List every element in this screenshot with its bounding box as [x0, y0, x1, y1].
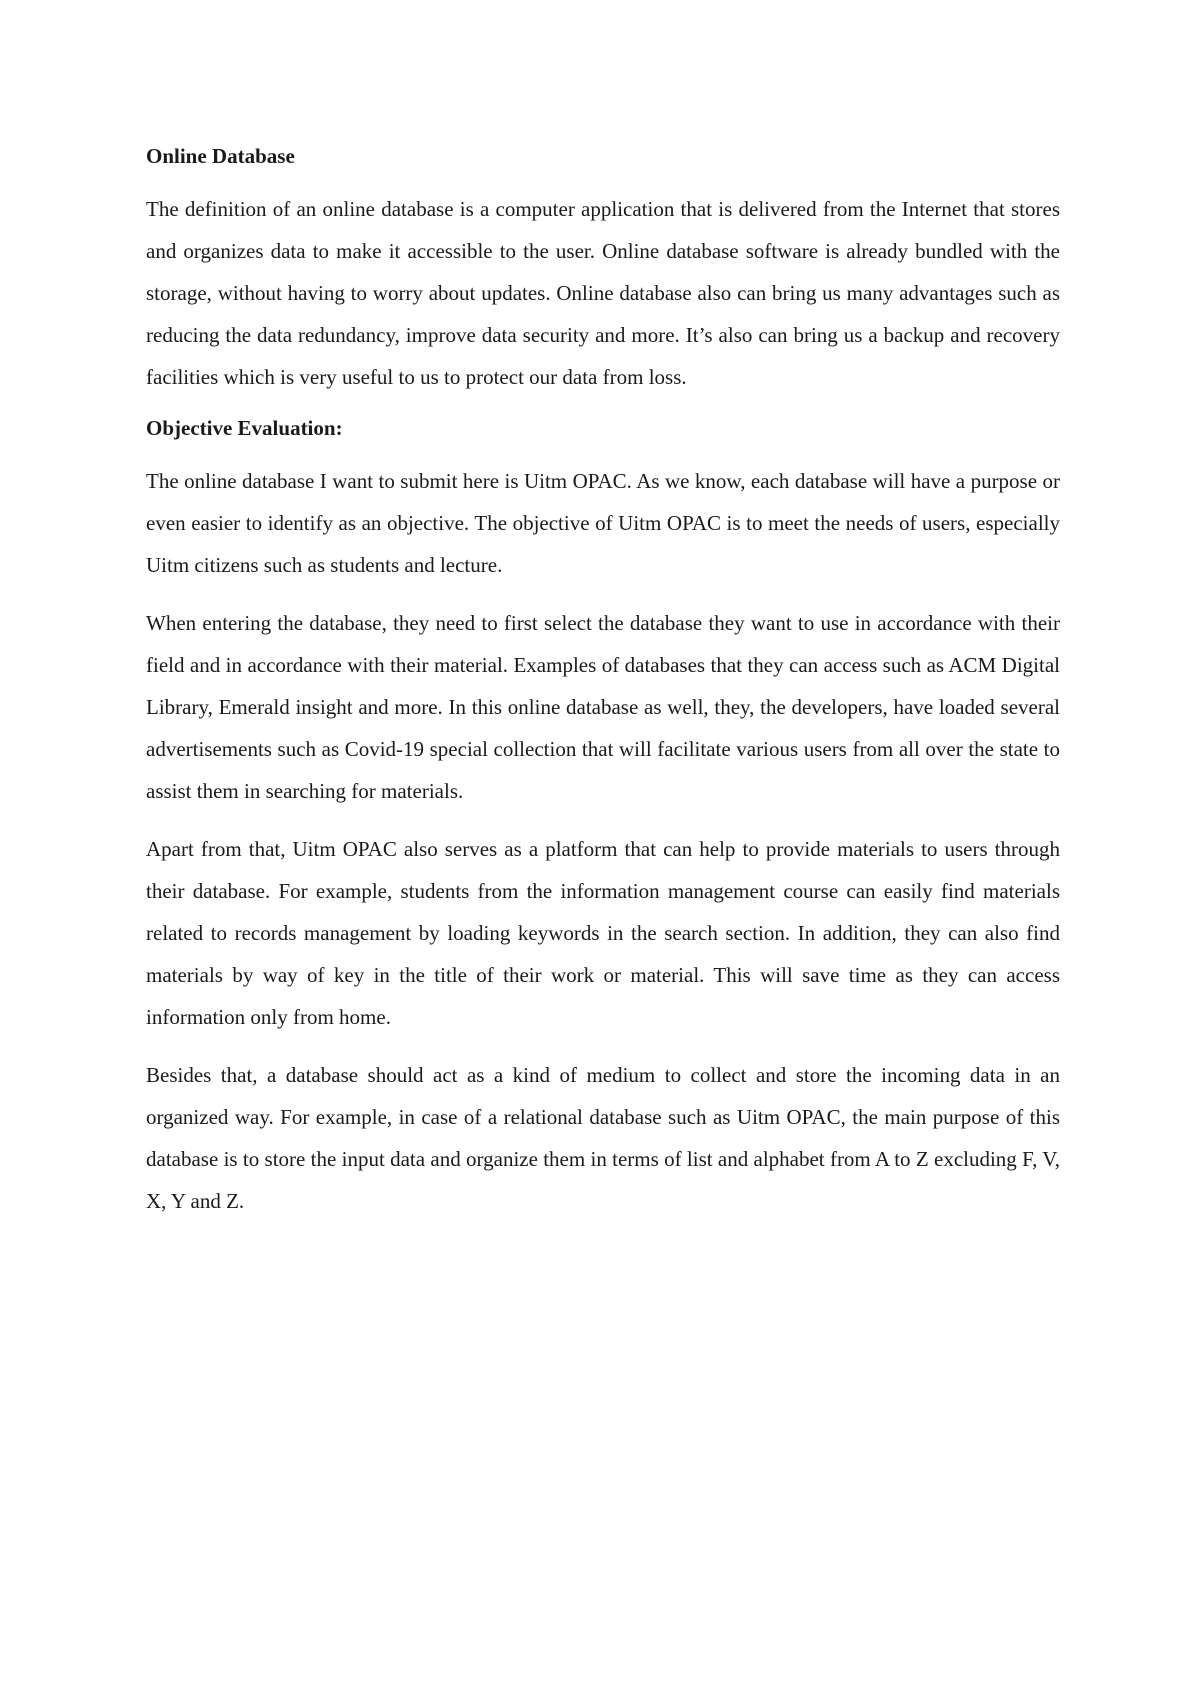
paragraph-platform-materials: Apart from that, Uitm OPAC also serves as a platform that can help to provide materials to users through their database. For example, students from the information management course can easily find materials related to records management by loading keywords in the search section. In addition, they can also find materials by way of key in the title of their work or material. This will save time as they can access information only from home.: [146, 837, 1060, 1029]
paragraph-medium-store-data: Besides that, a database should act as a kind of medium to collect and store the incoming data in an organized way. For example, in case of a relational database such as Uitm OPAC, the main purpose of this database is to store the input data and organize them in terms of list and alphabet from A to Z excluding F, V, X, Y and Z.: [146, 1063, 1060, 1213]
section-heading-online-database: Online Database: [146, 144, 295, 168]
paragraph-online-database-definition: The definition of an online database is a computer application that is delivered from the Internet that stores and organizes data to make it accessible to the user. Online database software is already bundled with the storage, without having to worry about updates. Online database also can bring us many advantages such as reducing the data redundancy, improve data security and more. It’s also can bring us a backup and recovery facilities which is very useful to us to protect our data from loss.: [146, 197, 1060, 389]
paragraph-entering-database: When entering the database, they need to first select the database they want to use in accordance with their field and in accordance with their material. Examples of databases that they can access such as ACM Digital Library, Emerald insight and more. In this online database as well, they, the developers, have loaded several advertisements such as Covid-19 special collection that will facilitate various users from all over the state to assist them in searching for materials.: [146, 611, 1060, 803]
section-heading-objective-evaluation: Objective Evaluation:: [146, 416, 343, 440]
paragraph-objective-intro: The online database I want to submit here is Uitm OPAC. As we know, each database will have a purpose or even easier to identify as an objective. The objective of Uitm OPAC is to meet the needs of users, especially Uitm citizens such as students and lecture.: [146, 469, 1060, 577]
document-body: [146, 142, 1060, 1238]
